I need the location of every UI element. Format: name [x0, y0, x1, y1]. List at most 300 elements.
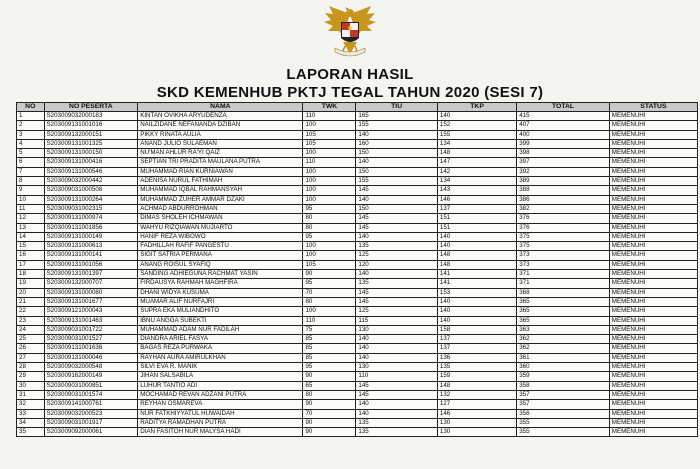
cell-status: MEMENUHI [609, 139, 697, 148]
cell-total: 365 [517, 297, 610, 306]
cell-total: 358 [517, 381, 610, 390]
table-row [17, 158, 698, 167]
table-row [17, 344, 698, 353]
cell-nama: HANIF REZA WIBOWO [138, 232, 303, 241]
table-row [17, 325, 698, 334]
cell-tiu: 115 [356, 316, 438, 325]
table-row [17, 130, 698, 139]
cell-twk: 100 [303, 242, 356, 251]
cell-status: MEMENUHI [609, 325, 697, 334]
cell-no-peserta: S203009092000061 [44, 428, 138, 437]
cell-tiu: 145 [356, 288, 438, 297]
cell-tkp: 137 [437, 335, 516, 344]
cell-nama: DIAN FASITOH NUR MALYSA HADI [138, 428, 303, 437]
cell-status: MEMENUHI [609, 167, 697, 176]
table-row [17, 251, 698, 260]
cell-status: MEMENUHI [609, 186, 697, 195]
cell-no: 26 [17, 344, 45, 353]
cell-nama: SIGIT SATRIA PERMANA [138, 251, 303, 260]
cell-no: 14 [17, 232, 45, 241]
cell-twk: 90 [303, 428, 356, 437]
cell-total: 386 [517, 195, 610, 204]
cell-tkp: 153 [437, 288, 516, 297]
cell-twk: 110 [303, 112, 356, 121]
table-row [17, 112, 698, 121]
cell-no-peserta: S203009032000442 [44, 177, 138, 186]
table-row [17, 316, 698, 325]
cell-tiu: 130 [356, 363, 438, 372]
cell-nama: FADHILLAH RAFIF PANGESTU [138, 242, 303, 251]
cell-total: 371 [517, 270, 610, 279]
cell-total: 356 [517, 409, 610, 418]
cell-twk: 100 [303, 167, 356, 176]
cell-twk: 100 [303, 149, 356, 158]
cell-status: MEMENUHI [609, 232, 697, 241]
cell-tiu: 160 [356, 139, 438, 148]
cell-total: 371 [517, 279, 610, 288]
cell-status: MEMENUHI [609, 260, 697, 269]
cell-no-peserta: S203009131001463 [44, 316, 138, 325]
cell-no: 8 [17, 177, 45, 186]
cell-no: 13 [17, 223, 45, 232]
header-tiu: TIU [356, 103, 438, 112]
cell-tkp: 130 [437, 428, 516, 437]
cell-status: MEMENUHI [609, 353, 697, 362]
cell-no-peserta: S203009131000264 [44, 195, 138, 204]
cell-twk: 80 [303, 214, 356, 223]
cell-no-peserta: S203009131001677 [44, 297, 138, 306]
cell-no: 32 [17, 400, 45, 409]
cell-status: MEMENUHI [609, 335, 697, 344]
cell-nama: MOCHAMAD REVAN ADZANI PUTRA [138, 390, 303, 399]
cell-twk: 105 [303, 260, 356, 269]
cell-twk: 95 [303, 279, 356, 288]
table-row [17, 307, 698, 316]
cell-tiu: 145 [356, 214, 438, 223]
cell-tkp: 140 [437, 232, 516, 241]
cell-nama: ACHMAD ABDURROHMAN [138, 204, 303, 213]
cell-tkp: 146 [437, 409, 516, 418]
cell-no-peserta: S203009131001856 [44, 223, 138, 232]
cell-no: 18 [17, 270, 45, 279]
cell-tiu: 125 [356, 251, 438, 260]
cell-nama: REYHAN OSMAREVA [138, 400, 303, 409]
cell-tiu: 140 [356, 195, 438, 204]
cell-no-peserta: S203009031000851 [44, 381, 138, 390]
cell-no: 27 [17, 353, 45, 362]
cell-no: 21 [17, 297, 45, 306]
cell-tiu: 135 [356, 418, 438, 427]
cell-no: 24 [17, 325, 45, 334]
cell-no-peserta: S203009131000613 [44, 242, 138, 251]
report-title: LAPORAN HASIL [286, 66, 414, 83]
cell-tkp: 127 [437, 400, 516, 409]
table-row [17, 390, 698, 399]
cell-status: MEMENUHI [609, 307, 697, 316]
cell-twk: 95 [303, 363, 356, 372]
cell-no-peserta: S203009131001325 [44, 139, 138, 148]
cell-no: 34 [17, 418, 45, 427]
cell-no: 22 [17, 307, 45, 316]
cell-no-peserta: S203009131000046 [44, 353, 138, 362]
cell-tkp: 140 [437, 242, 516, 251]
cell-no-peserta: S203009031001917 [44, 418, 138, 427]
cell-nama: MUHAMMAD IQBAL RAHMANSYAH [138, 186, 303, 195]
cell-nama: NAILZIDANE NEFANANDA DZIBAN [138, 121, 303, 130]
cell-no-peserta: S203009131001056 [44, 260, 138, 269]
cell-twk: 110 [303, 316, 356, 325]
cell-no-peserta: S203009131001397 [44, 270, 138, 279]
cell-no: 25 [17, 335, 45, 344]
header-status: STATUS [609, 103, 697, 112]
table-row [17, 223, 698, 232]
cell-nama: RADITYA RAMADHAN PUTRA [138, 418, 303, 427]
cell-nama: DHANI WIDYA KUSUMA [138, 288, 303, 297]
cell-tkp: 130 [437, 418, 516, 427]
cell-no-peserta: S203009032000183 [44, 112, 138, 121]
cell-twk: 100 [303, 121, 356, 130]
table-row [17, 335, 698, 344]
cell-total: 407 [517, 121, 610, 130]
cell-status: MEMENUHI [609, 418, 697, 427]
cell-tiu: 145 [356, 223, 438, 232]
cell-tkp: 140 [437, 112, 516, 121]
cell-status: MEMENUHI [609, 223, 697, 232]
cell-tiu: 150 [356, 149, 438, 158]
cell-no: 5 [17, 149, 45, 158]
cell-tkp: 155 [437, 130, 516, 139]
cell-nama: SANDING ADHIEGUNA RACHMAT YASIN [138, 270, 303, 279]
cell-no-peserta: S203009131000974 [44, 214, 138, 223]
cell-status: MEMENUHI [609, 381, 697, 390]
report-subtitle: SKD KEMENHUB PKTJ TEGAL TAHUN 2020 (SESI 7) [156, 84, 544, 101]
table-row [17, 167, 698, 176]
cell-nama: MUHAMMAD ZUHER AMMAR DZAKI [138, 195, 303, 204]
cell-total: 415 [517, 112, 610, 121]
table-row [17, 279, 698, 288]
cell-total: 359 [517, 372, 610, 381]
cell-tiu: 140 [356, 335, 438, 344]
cell-tkp: 140 [437, 297, 516, 306]
cell-nama: SUPRA EKA MULIANDHITO [138, 307, 303, 316]
cell-total: 376 [517, 223, 610, 232]
table-row [17, 177, 698, 186]
cell-no: 35 [17, 428, 45, 437]
cell-status: MEMENUHI [609, 177, 697, 186]
cell-status: MEMENUHI [609, 409, 697, 418]
cell-total: 360 [517, 363, 610, 372]
table-row [17, 204, 698, 213]
cell-twk: 90 [303, 400, 356, 409]
cell-tiu: 140 [356, 353, 438, 362]
cell-status: MEMENUHI [609, 195, 697, 204]
cell-tiu: 125 [356, 307, 438, 316]
table-row [17, 270, 698, 279]
table-row [17, 186, 698, 195]
cell-no: 11 [17, 204, 45, 213]
cell-tkp: 147 [437, 158, 516, 167]
cell-no: 4 [17, 139, 45, 148]
cell-nama: JIHAN SALSABILA [138, 372, 303, 381]
cell-tkp: 134 [437, 139, 516, 148]
cell-no-peserta: S203009131000150 [44, 149, 138, 158]
table-row [17, 353, 698, 362]
cell-tkp: 140 [437, 316, 516, 325]
cell-twk: 110 [303, 158, 356, 167]
cell-status: MEMENUHI [609, 428, 697, 437]
cell-status: MEMENUHI [609, 130, 697, 139]
cell-status: MEMENUHI [609, 121, 697, 130]
cell-twk: 70 [303, 409, 356, 418]
cell-twk: 80 [303, 223, 356, 232]
cell-tiu: 145 [356, 186, 438, 195]
cell-tiu: 155 [356, 121, 438, 130]
cell-total: 397 [517, 158, 610, 167]
table-row [17, 242, 698, 251]
results-table [16, 102, 698, 437]
cell-no: 28 [17, 363, 45, 372]
cell-status: MEMENUHI [609, 390, 697, 399]
cell-status: MEMENUHI [609, 251, 697, 260]
cell-no-peserta: S203009131001016 [44, 121, 138, 130]
table-body [17, 112, 698, 437]
cell-status: MEMENUHI [609, 344, 697, 353]
cell-no: 20 [17, 288, 45, 297]
cell-no-peserta: S203009131000141 [44, 251, 138, 260]
cell-twk: 70 [303, 288, 356, 297]
cell-tkp: 143 [437, 186, 516, 195]
cell-twk: 100 [303, 177, 356, 186]
cell-twk: 85 [303, 335, 356, 344]
cell-twk: 85 [303, 353, 356, 362]
table-row [17, 195, 698, 204]
cell-tkp: 152 [437, 121, 516, 130]
cell-twk: 90 [303, 270, 356, 279]
table-row [17, 260, 698, 269]
cell-status: MEMENUHI [609, 400, 697, 409]
cell-tkp: 142 [437, 167, 516, 176]
table-row [17, 288, 698, 297]
cell-no: 7 [17, 167, 45, 176]
cell-total: 392 [517, 167, 610, 176]
cell-twk: 85 [303, 344, 356, 353]
cell-nama: FIRDAUSYA RAHMAH MAGHFIRA [138, 279, 303, 288]
cell-total: 363 [517, 325, 610, 334]
cell-status: MEMENUHI [609, 158, 697, 167]
cell-twk: 65 [303, 381, 356, 390]
cell-twk: 80 [303, 390, 356, 399]
cell-nama: RAYHAN AURA AMIRULKHAN [138, 353, 303, 362]
cell-tiu: 145 [356, 297, 438, 306]
cell-total: 382 [517, 204, 610, 213]
cell-nama: MUAMAR ALIF NURFAJRI [138, 297, 303, 306]
cell-no: 23 [17, 316, 45, 325]
cell-tkp: 151 [437, 223, 516, 232]
table-row [17, 139, 698, 148]
table-header-row [17, 103, 698, 112]
cell-total: 368 [517, 288, 610, 297]
cell-nama: DIANDRA ARIEL FASYA [138, 335, 303, 344]
cell-status: MEMENUHI [609, 279, 697, 288]
cell-status: MEMENUHI [609, 112, 697, 121]
cell-no: 3 [17, 130, 45, 139]
cell-tkp: 148 [437, 149, 516, 158]
cell-tiu: 140 [356, 158, 438, 167]
cell-status: MEMENUHI [609, 372, 697, 381]
cell-nama: PIKKY RINATA AULIA [138, 130, 303, 139]
cell-tkp: 159 [437, 372, 516, 381]
cell-nama: NU'MAN AHLUR RA'YI QAIZ [138, 149, 303, 158]
cell-tiu: 150 [356, 204, 438, 213]
cell-nama: SEPTIAN TRI PRADITA MAULANA PUTRA [138, 158, 303, 167]
cell-no-peserta: S203009031001722 [44, 325, 138, 334]
cell-no-peserta: S203009131001636 [44, 344, 138, 353]
cell-status: MEMENUHI [609, 288, 697, 297]
cell-tiu: 140 [356, 232, 438, 241]
cell-no-peserta: S203009031002315 [44, 204, 138, 213]
cell-tkp: 137 [437, 204, 516, 213]
cell-no-peserta: S203009132000707 [44, 279, 138, 288]
cell-tiu: 130 [356, 325, 438, 334]
cell-no-peserta: S203009131000546 [44, 167, 138, 176]
cell-no-peserta: S203009032000548 [44, 363, 138, 372]
cell-total: 362 [517, 335, 610, 344]
cell-nama: ANANG ROISUL SYAFIQ [138, 260, 303, 269]
table-row [17, 409, 698, 418]
cell-twk: 105 [303, 130, 356, 139]
cell-status: MEMENUHI [609, 270, 697, 279]
garuda-emblem-icon [321, 4, 379, 62]
cell-tkp: 151 [437, 214, 516, 223]
cell-status: MEMENUHI [609, 242, 697, 251]
cell-nama: ADENISA NURUL FATHIMAH [138, 177, 303, 186]
cell-tiu: 120 [356, 260, 438, 269]
table-row [17, 400, 698, 409]
header-nama: NAMA [138, 103, 303, 112]
table-row [17, 381, 698, 390]
cell-no-peserta: S203009121000043 [44, 307, 138, 316]
cell-tkp: 148 [437, 260, 516, 269]
cell-nama: MUHAMMAD RIAN KURNIAWAN [138, 167, 303, 176]
cell-tiu: 140 [356, 400, 438, 409]
cell-twk: 105 [303, 139, 356, 148]
cell-total: 373 [517, 251, 610, 260]
header-total: TOTAL [517, 103, 610, 112]
cell-total: 357 [517, 390, 610, 399]
cell-no: 12 [17, 214, 45, 223]
cell-no: 10 [17, 195, 45, 204]
header-no: NO [17, 103, 45, 112]
cell-tkp: 132 [437, 390, 516, 399]
table-row [17, 232, 698, 241]
cell-twk: 100 [303, 307, 356, 316]
cell-tiu: 150 [356, 167, 438, 176]
table-row [17, 418, 698, 427]
cell-no: 30 [17, 381, 45, 390]
cell-tiu: 140 [356, 409, 438, 418]
table-row [17, 428, 698, 437]
cell-no: 15 [17, 242, 45, 251]
cell-total: 399 [517, 139, 610, 148]
cell-no-peserta: S203009031001527 [44, 335, 138, 344]
cell-twk: 80 [303, 297, 356, 306]
cell-tkp: 141 [437, 279, 516, 288]
cell-tiu: 140 [356, 270, 438, 279]
cell-tiu: 135 [356, 428, 438, 437]
cell-nama: IBNU ANGGA SUBEKTI [138, 316, 303, 325]
cell-tkp: 158 [437, 325, 516, 334]
cell-status: MEMENUHI [609, 149, 697, 158]
cell-no: 16 [17, 251, 45, 260]
cell-total: 355 [517, 418, 610, 427]
cell-total: 362 [517, 344, 610, 353]
cell-nama: LUHUR TANTIO ADI [138, 381, 303, 390]
cell-tkp: 148 [437, 251, 516, 260]
cell-total: 355 [517, 428, 610, 437]
table-row [17, 363, 698, 372]
cell-tkp: 136 [437, 353, 516, 362]
cell-nama: WAHYU RIZQIAWAN MUJIARTO [138, 223, 303, 232]
cell-no: 29 [17, 372, 45, 381]
cell-total: 365 [517, 316, 610, 325]
cell-no: 2 [17, 121, 45, 130]
cell-nama: DIMAS SHOLEH ICHMAWAN [138, 214, 303, 223]
cell-no-peserta: S203009032000523 [44, 409, 138, 418]
cell-twk: 95 [303, 232, 356, 241]
cell-tiu: 110 [356, 372, 438, 381]
cell-twk: 75 [303, 325, 356, 334]
cell-total: 389 [517, 177, 610, 186]
cell-no: 6 [17, 158, 45, 167]
cell-status: MEMENUHI [609, 204, 697, 213]
cell-twk: 90 [303, 418, 356, 427]
cell-tiu: 135 [356, 242, 438, 251]
cell-no-peserta: S203009131000416 [44, 158, 138, 167]
cell-no: 19 [17, 279, 45, 288]
table-row [17, 214, 698, 223]
cell-tiu: 145 [356, 390, 438, 399]
cell-twk: 100 [303, 186, 356, 195]
header-no-peserta: NO PESERTA [44, 103, 138, 112]
cell-twk: 100 [303, 195, 356, 204]
cell-tiu: 155 [356, 177, 438, 186]
cell-no: 33 [17, 409, 45, 418]
cell-twk: 95 [303, 204, 356, 213]
cell-nama: KINTAN OVIKHA ARYUDENZA [138, 112, 303, 121]
cell-status: MEMENUHI [609, 363, 697, 372]
results-table-container [16, 102, 698, 437]
cell-no-peserta: S203009131000080 [44, 288, 138, 297]
cell-tkp: 134 [437, 177, 516, 186]
cell-no: 9 [17, 186, 45, 195]
cell-tkp: 140 [437, 307, 516, 316]
table-row [17, 121, 698, 130]
cell-no-peserta: S203009132000151 [44, 130, 138, 139]
cell-total: 388 [517, 186, 610, 195]
cell-total: 375 [517, 232, 610, 241]
cell-no-peserta: S203009141000761 [44, 400, 138, 409]
cell-no-peserta: S203009031000508 [44, 186, 138, 195]
cell-total: 400 [517, 130, 610, 139]
cell-tkp: 146 [437, 195, 516, 204]
cell-no-peserta: S203009131000149 [44, 232, 138, 241]
cell-twk: 100 [303, 251, 356, 260]
cell-tkp: 141 [437, 270, 516, 279]
cell-tiu: 135 [356, 279, 438, 288]
cell-status: MEMENUHI [609, 214, 697, 223]
cell-tiu: 140 [356, 344, 438, 353]
cell-tiu: 165 [356, 112, 438, 121]
